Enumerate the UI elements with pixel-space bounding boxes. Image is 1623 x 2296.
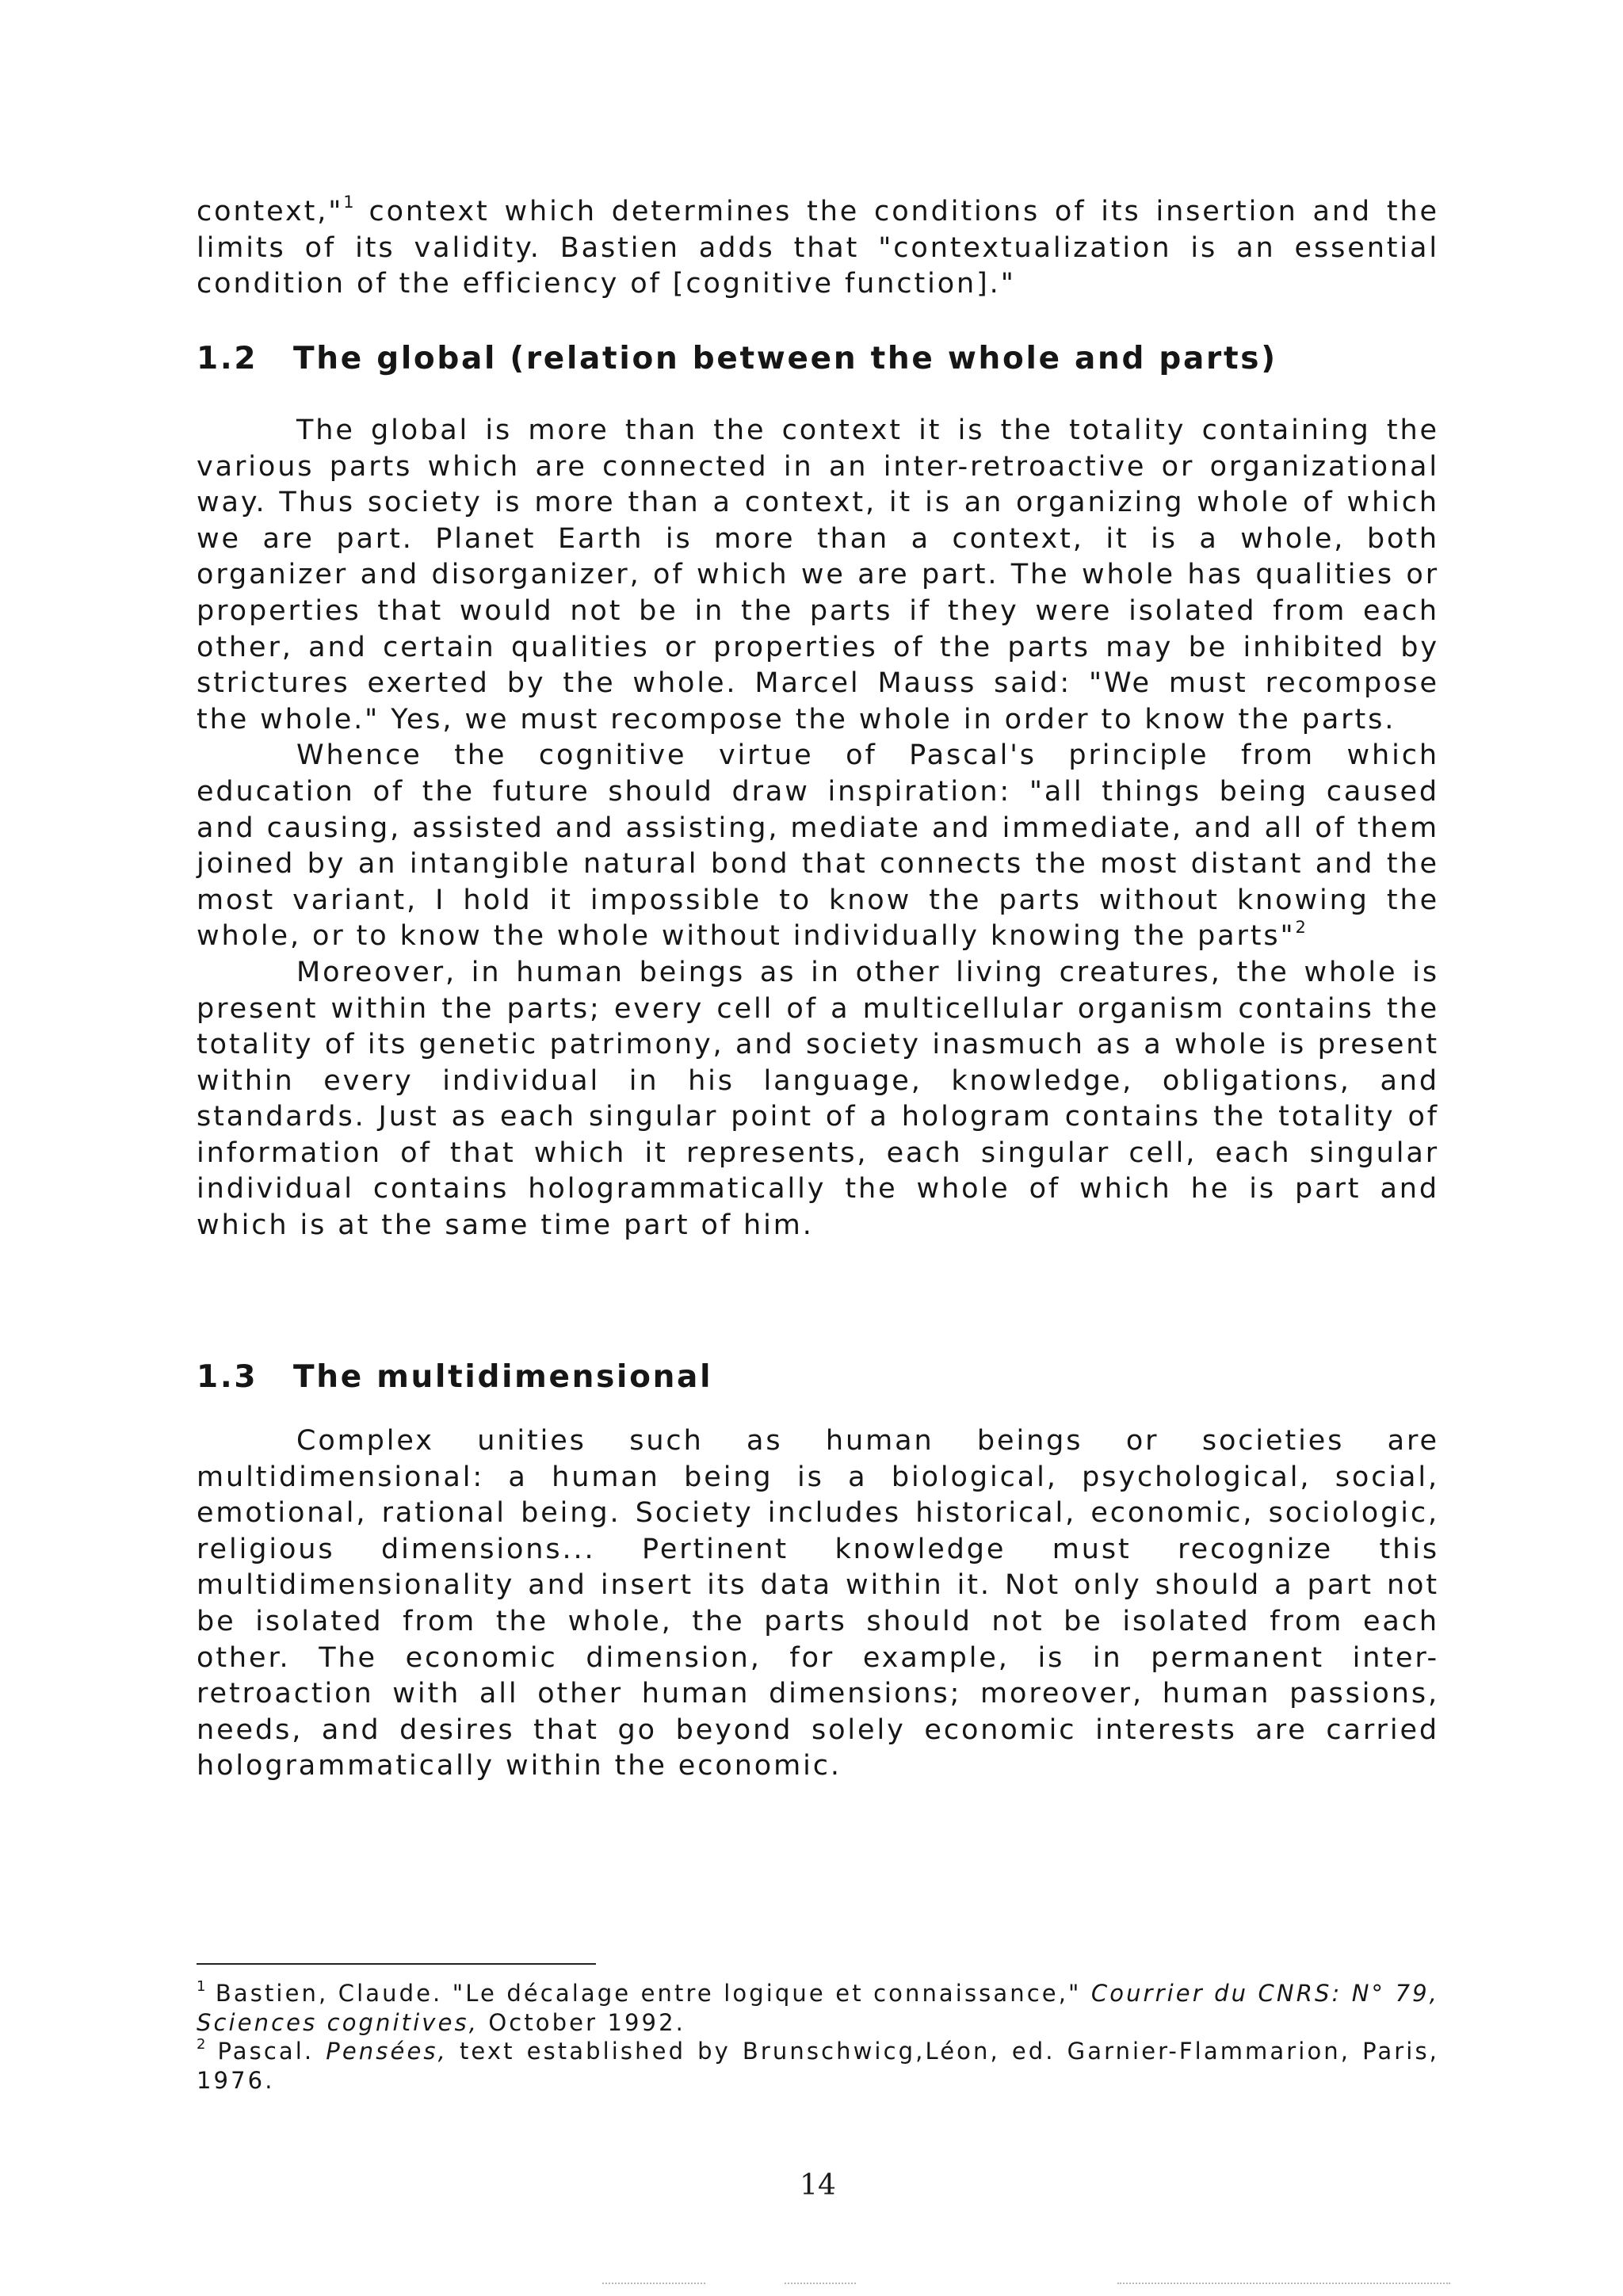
section-title: The multidimensional bbox=[293, 1359, 713, 1395]
paragraph-context-continuation bbox=[197, 194, 1439, 303]
section-1-3-body bbox=[197, 1423, 1439, 1785]
paragraph-multidimensional: Complex unities such as human beings or societies are multidimensional: a human being is a biological, psychological, social, emotional, rational being. Society includes historical, economic, sociologic, religious dimensions... Pertinent knowledge must recognize this multidimensionality and insert its data within it. Not only should a part not be isolated from the whole, the parts should not be isolated from each other. The economic dimension, for example, is in permanent inter-retroaction with all other human dimensions; moreover, human passions, needs, and desires that go beyond solely economic interests are carried hologrammatically within the economic. bbox=[197, 1425, 1439, 1782]
footnote-divider bbox=[197, 1963, 596, 1965]
section-title: The global (relation between the whole and parts) bbox=[293, 341, 1277, 376]
page-number: 14 bbox=[800, 2169, 836, 2202]
paragraph-hologram: Moreover, in human beings as in other living creatures, the whole is present within the parts; every cell of a multicellular organism contains the totality of its genetic patrimony, and society inasmuch as a whole is present within every individual in his language, knowledge, obligations, and standards. Just as each singular point of a hologram contains the totality of information of that which it represents, each singular cell, each singular individual contains hologrammatically the whole of which he is part and which is at the same time part of him. bbox=[197, 956, 1439, 1242]
footnote-number: 1 bbox=[197, 1978, 206, 1996]
footnote-source: Courrier du CNRS: N° 79, Sciences cognitives, bbox=[197, 1980, 1439, 2036]
footnotes bbox=[197, 1979, 1439, 2095]
paragraph-pascal-text: Whence the cognitive virtue of Pascal's principle from which education of the future should draw inspiration: "all things being caused and causing, assisted and assisting, mediate and immediate, and all of them joined by an intangible natural bond that connects the most distant and the most variant, I hold it impossible to know the parts without knowing the whole, or to know the whole without individually knowing the parts" bbox=[197, 739, 1439, 953]
footnote-1 bbox=[197, 1979, 1439, 2037]
footnote-text: Bastien, Claude. "Le décalage entre logique et connaissance," bbox=[205, 1980, 1091, 2007]
scan-artifact bbox=[602, 2283, 705, 2284]
section-heading-1-3 bbox=[197, 1359, 712, 1395]
scan-artifact bbox=[1117, 2283, 1450, 2284]
footnote-tail: October 1992. bbox=[479, 2008, 685, 2036]
paragraph-lead: context," bbox=[197, 196, 344, 227]
section-number: 1.3 bbox=[197, 1359, 258, 1395]
footnote-tail: text established by Brunschwicg,Léon, ed. Garnier-Flammarion, Paris, 1976. bbox=[197, 2038, 1439, 2094]
paragraph-global: The global is more than the context it is the totality containing the various parts which are connected in an inter-retroactive or organizational way. Thus society is more than a context, it is an organizing whole of which we are part. Planet Earth is more than a context, it is a whole, both organizer and disorganizer, of which we are part. The whole has qualities or properties that would not be in the parts if they were isolated from each other, and certain qualities or properties of the parts may be inhibited by strictures exerted by the whole. Marcel Mauss said: "We must recompose the whole." Yes, we must recompose the whole in order to know the parts. bbox=[197, 415, 1439, 735]
footnote-source: Pensées, bbox=[326, 2038, 448, 2065]
footnote-ref-2: 2 bbox=[1295, 917, 1306, 937]
footnote-2 bbox=[197, 2037, 1439, 2095]
scan-artifact bbox=[785, 2283, 856, 2284]
section-number: 1.2 bbox=[197, 341, 258, 376]
footnote-number: 2 bbox=[197, 2036, 206, 2053]
paragraph-rest: context which determines the conditions of its insertion and the limits of its validity. Bastien adds that "contextualization is an essential condition of the efficiency of [cognitive function]." bbox=[197, 196, 1439, 300]
section-heading-1-2 bbox=[197, 341, 1277, 376]
section-1-1-tail bbox=[197, 194, 1439, 303]
section-1-2-body bbox=[197, 413, 1439, 1244]
document-page bbox=[197, 0, 1439, 2296]
footnote-ref-1: 1 bbox=[343, 193, 354, 212]
footnote-text: Pascal. bbox=[205, 2038, 327, 2065]
paragraph-pascal bbox=[197, 738, 1439, 955]
